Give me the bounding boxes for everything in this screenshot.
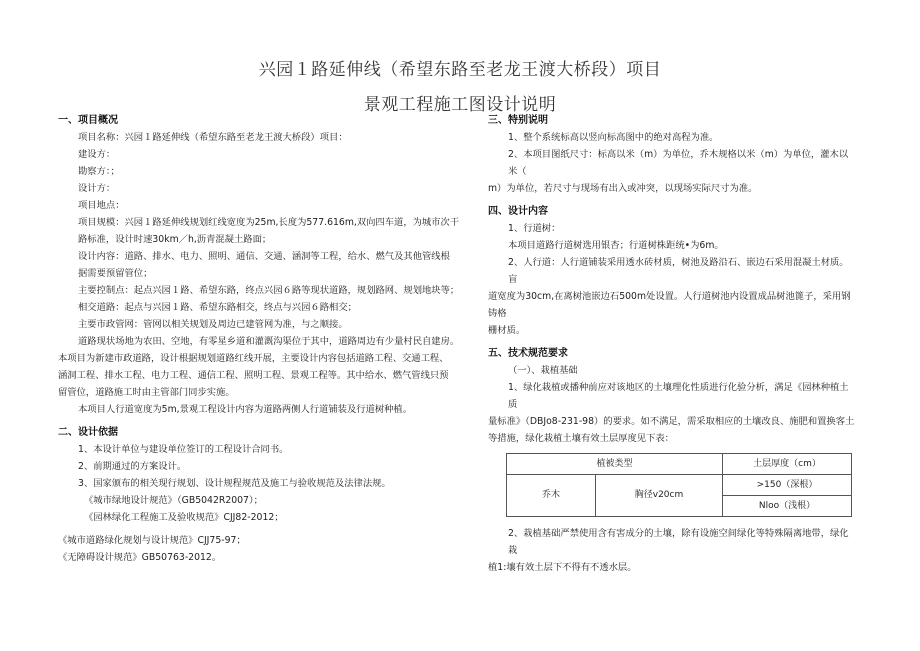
text-line: 涵洞工程、排水工程、电力工程、通信工程、照明工程、景观工程等。其中给水、燃气管线只预 xyxy=(58,370,449,381)
table-header-row xyxy=(507,454,852,475)
text-line: 本项目道路行道树选用银杏；行道树株距统•为6m。 xyxy=(508,240,724,251)
text-line: 道宽度为30cm,在离树池嵌边石500m处设置。人行道树池内设置成品树池篦子，采用钢铸格 xyxy=(488,291,851,319)
table-header-cell: 植被类型 xyxy=(507,454,723,475)
text-line: 留管位，道路施工时由主管部门同步实施。 xyxy=(58,387,235,398)
document-title: 兴园１路延伸线（希望东路至老龙王渡大桥段）项目 xyxy=(258,60,662,80)
text-line: 量标准》（DBJo8-231-98）的要求。如不满足，需采取相应的土壤改良、施肥和置换客土 xyxy=(488,416,855,427)
section-heading-overview: 一、项目概况 xyxy=(58,115,118,126)
text-line: 本项目为新建市政道路，设计根据规划道路红线开展，主要设计内容包括道路工程、交通工程、 xyxy=(58,353,449,364)
text-line: 项目地点： xyxy=(78,200,125,211)
text-line: 建设方： xyxy=(78,149,116,160)
text-line: 1、整个系统标高以竖向标高图中的绝对高程为准。 xyxy=(508,132,719,143)
left-column xyxy=(58,112,463,566)
text-line: 《城市绿地设计规范》（GB5042R2007）； xyxy=(84,495,263,506)
text-line: 本项目人行道宽度为5m,景观工程设计内容为道路两侧人行道铺装及行道树种植。 xyxy=(78,404,413,415)
table-cell-plant: 乔木 xyxy=(507,475,596,517)
text-line: 路标准，设计时速30km／h,沥青混凝土路面； xyxy=(78,234,272,245)
document-subtitle: 景观工程施工图设计说明 xyxy=(363,95,557,115)
text-line: 道路现状场地为农田、空地，有零星乡道和灌溉沟渠位于其中，道路周边有少量村民自建房。 xyxy=(78,336,460,347)
text-line: 设计方： xyxy=(78,183,116,194)
section-heading-tech-spec: 五、技术规范要求 xyxy=(488,348,568,359)
text-line: 项目规模：兴园１路延伸线规划红线宽度为25m,长度为577.616m,双向四车道，为城市次干 xyxy=(78,217,460,228)
section-heading-special-notes: 三、特别说明 xyxy=(488,115,548,126)
soil-thickness-table xyxy=(506,453,852,517)
table-row xyxy=(507,475,852,496)
text-line: m）为单位，若尺寸与现场有出入或冲突，以现场实际尺寸为准。 xyxy=(488,183,758,194)
right-column xyxy=(488,112,856,576)
text-line: 据需要预留管位； xyxy=(78,268,153,279)
text-line: 《园林绿化工程施工及验收规范》CJJ82-2012； xyxy=(84,512,284,523)
text-line: 1、行道树： xyxy=(508,223,561,234)
text-line: 设计内容：道路、排水、电力、照明、通信、交通、涵洞等工程，给水、燃气及其他管线根 xyxy=(78,251,450,262)
text-line: 主要市政管网：管网以相关规划及周边已建管网为准，与之顺接。 xyxy=(78,319,348,330)
text-line: 2、人行道：人行道铺装采用透水砖材质，树池及路沿石、嵌边石采用混凝土材质。盲 xyxy=(508,257,849,285)
table-header-cell: 土层厚度（cm） xyxy=(723,454,852,475)
table-cell-spec: 胸径v20cm xyxy=(596,475,723,517)
text-line: 2、本项目图纸尺寸：标高以米（m）为单位，乔木规格以米（m）为单位，灌木以米（ xyxy=(508,149,849,177)
text-line: 3、国家颁布的相关现行规划、设计规程规范及施工与验收规范及法律法规。 xyxy=(78,478,391,489)
section-heading-basis: 二、设计依据 xyxy=(58,427,118,438)
table-cell-deep: >150（深根） xyxy=(723,475,852,496)
text-line: 《无障碍设计规范》GB50763-2012。 xyxy=(58,552,222,563)
text-line: 1、本设计单位与建设单位签订的工程设计合同书。 xyxy=(78,444,289,455)
table-cell-shallow: Nloo（浅根） xyxy=(723,496,852,517)
text-line: 2、栽植基础严禁使用含有害成分的土壤，除有设施空间绿化等特殊隔离地带，绿化栽 xyxy=(508,528,849,556)
text-line: 等措施，绿化栽植土壤有效土层厚度见下表： xyxy=(488,433,674,444)
text-line: 勘察方：； xyxy=(78,166,120,177)
text-line: 相交道路：起点与兴园１路、希望东路相交，终点与兴园６路相交； xyxy=(78,302,357,313)
text-line: 栅材质。 xyxy=(488,325,526,336)
text-line: 植1:壤有效土层下不得有不透水层。 xyxy=(488,562,637,573)
text-line: 主要控制点：起点兴园１路、希望东路，终点兴园６路等现状道路，规划路网、规划地块等； xyxy=(78,285,460,296)
text-line: 1、绿化栽植或播种前应对该地区的土壤理化性质进行化验分析，满足《园林种植土质 xyxy=(508,382,849,410)
text-line: 2、前期通过的方案设计。 xyxy=(78,461,187,472)
subsection-heading: （一）、栽植基础 xyxy=(508,365,578,376)
section-heading-design-content: 四、设计内容 xyxy=(488,206,548,217)
text-line: 项目名称：兴园１路延伸线（希望东路至老龙王渡大桥段）项目： xyxy=(78,132,348,143)
text-line: 《城市道路绿化规划与设计规范》CJJ75-97； xyxy=(58,535,246,546)
